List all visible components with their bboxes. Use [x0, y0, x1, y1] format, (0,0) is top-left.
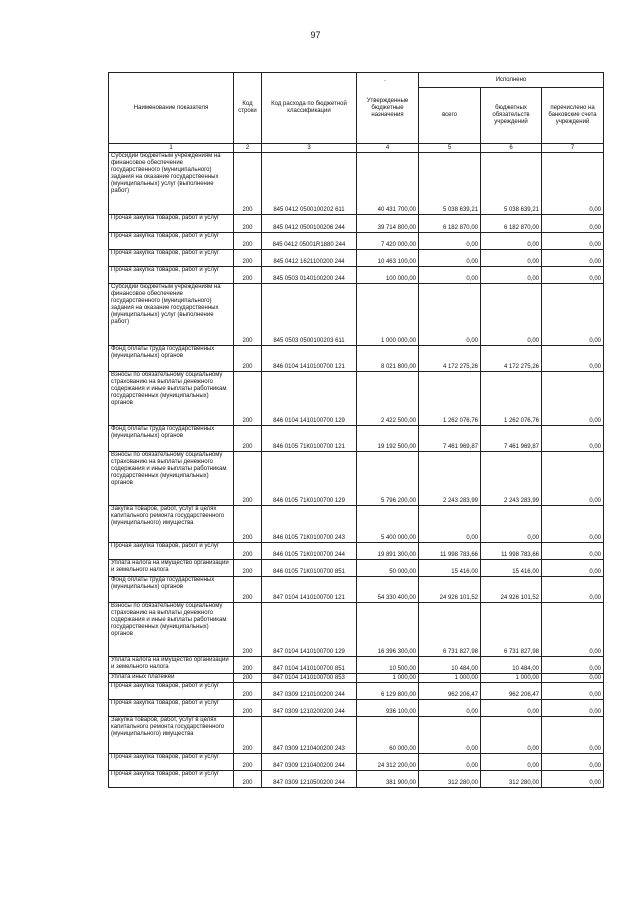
row-total: 0,00 [419, 233, 481, 250]
row-name: Субсидии бюджетным учреждениям на финансовое обеспечение государственного (муниципального) задания на оказание государственных (муниципальных) услуг (выполнение работ) [109, 284, 234, 346]
row-total: 0,00 [419, 284, 481, 346]
row-name: Прочая закупка товаров, работ и услуг [109, 771, 234, 788]
header-budget-code: Код расхода по бюджетной классификации [262, 73, 357, 144]
table-row [109, 215, 604, 233]
row-name: Взносы по обязательному социальному страхованию на выплаты денежного содержания и иные выплаты работникам государственных (муниципальных) органов [109, 372, 234, 426]
row-approved: 1 000,00 [357, 674, 419, 683]
row-transferred: 0,00 [542, 506, 604, 543]
table-row [109, 754, 604, 771]
row-total: 0,00 [419, 717, 481, 754]
row-transferred: 0,00 [542, 250, 604, 267]
table-row [109, 717, 604, 754]
row-budget-institutions: 4 172 275,26 [481, 346, 542, 372]
row-budget-code: 847 0309 1210400200 243 [262, 717, 357, 754]
column-number: 7 [542, 144, 604, 153]
row-line-code: 200 [234, 771, 262, 788]
row-total: 0,00 [419, 700, 481, 717]
row-total: 962 206,47 [419, 683, 481, 700]
row-approved: 100 000,00 [357, 267, 419, 284]
row-budget-institutions: 0,00 [481, 267, 542, 284]
row-transferred: 0,00 [542, 560, 604, 577]
row-name: Прочая закупка товаров, работ и услуг [109, 267, 234, 284]
row-name: Прочая закупка товаров, работ и услуг [109, 250, 234, 267]
table-row [109, 577, 604, 603]
row-name: Прочая закупка товаров, работ и услуг [109, 700, 234, 717]
row-budget-code: 847 0309 1210500200 244 [262, 771, 357, 788]
row-line-code: 200 [234, 452, 262, 506]
row-name: Фонд оплаты труда государственных (муниципальных) органов [109, 426, 234, 452]
row-budget-code: 847 0104 1410100700 129 [262, 603, 357, 657]
row-total: 5 038 639,21 [419, 153, 481, 215]
row-budget-code: 847 0104 1410100700 853 [262, 674, 357, 683]
table-row [109, 506, 604, 543]
header-budget-institutions: бюджетных обязательств учреждений [481, 88, 542, 144]
row-transferred: 0,00 [542, 543, 604, 560]
row-budget-institutions: 0,00 [481, 717, 542, 754]
row-approved: 7 420 000,00 [357, 233, 419, 250]
row-approved: 19 891 300,00 [357, 543, 419, 560]
header-total: всего [419, 88, 481, 144]
row-budget-institutions: 24 926 101,52 [481, 577, 542, 603]
row-total: 0,00 [419, 267, 481, 284]
row-line-code: 200 [234, 215, 262, 233]
row-line-code: 200 [234, 754, 262, 771]
row-approved: 60 000,00 [357, 717, 419, 754]
row-budget-institutions: 0,00 [481, 700, 542, 717]
row-budget-institutions: 0,00 [481, 754, 542, 771]
row-budget-institutions: 11 998 783,66 [481, 543, 542, 560]
row-budget-code: 845 0412 05001R1880 244 [262, 233, 357, 250]
table-row [109, 771, 604, 788]
row-budget-code: 846 0105 71К0100700 851 [262, 560, 357, 577]
row-budget-institutions: 1 000,00 [481, 674, 542, 683]
row-total: 0,00 [419, 250, 481, 267]
header-line-code: Код строки [234, 73, 262, 144]
row-line-code: 200 [234, 560, 262, 577]
row-name: Фонд оплаты труда государственных (муниципальных) органов [109, 346, 234, 372]
row-budget-institutions: 6 731 827,98 [481, 603, 542, 657]
row-line-code: 200 [234, 153, 262, 215]
row-transferred: 0,00 [542, 215, 604, 233]
row-total: 312 280,00 [419, 771, 481, 788]
row-budget-code: 846 0104 1410100700 129 [262, 372, 357, 426]
stray-mark: . [384, 76, 386, 83]
table-row [109, 543, 604, 560]
row-transferred: 0,00 [542, 284, 604, 346]
row-total: 0,00 [419, 506, 481, 543]
row-budget-code: 846 0105 71К0100700 129 [262, 452, 357, 506]
row-approved: 19 192 500,00 [357, 426, 419, 452]
table-row [109, 683, 604, 700]
row-approved: 8 021 800,00 [357, 346, 419, 372]
row-budget-code: 846 0105 71К0100700 243 [262, 506, 357, 543]
row-transferred: 0,00 [542, 700, 604, 717]
table-body [109, 153, 604, 788]
row-budget-institutions: 7 461 969,87 [481, 426, 542, 452]
row-line-code: 200 [234, 372, 262, 426]
row-total: 2 243 283,99 [419, 452, 481, 506]
row-total: 0,00 [419, 754, 481, 771]
row-line-code: 200 [234, 674, 262, 683]
row-budget-institutions: 5 038 639,21 [481, 153, 542, 215]
row-name: Закупка товаров, работ, услуг в целях капитального ремонта государственного (муниципального) имущества [109, 506, 234, 543]
row-total: 11 998 783,66 [419, 543, 481, 560]
row-line-code: 200 [234, 426, 262, 452]
row-transferred: 0,00 [542, 657, 604, 674]
row-transferred: 0,00 [542, 153, 604, 215]
row-name: Уплата налога на имущество организаций и земельного налога [109, 560, 234, 577]
column-number: 6 [481, 144, 542, 153]
row-approved: 1 000 000,00 [357, 284, 419, 346]
row-line-code: 200 [234, 603, 262, 657]
table-row [109, 452, 604, 506]
column-number: 3 [262, 144, 357, 153]
row-total: 4 172 275,26 [419, 346, 481, 372]
row-budget-code: 846 0105 71К0100700 121 [262, 426, 357, 452]
table-row [109, 153, 604, 215]
row-budget-institutions: 1 262 076,76 [481, 372, 542, 426]
row-approved: 6 129 800,00 [357, 683, 419, 700]
row-approved: 54 330 400,00 [357, 577, 419, 603]
row-line-code: 200 [234, 250, 262, 267]
row-approved: 10 463 100,00 [357, 250, 419, 267]
row-total: 1 262 076,76 [419, 372, 481, 426]
row-transferred: 0,00 [542, 771, 604, 788]
row-approved: 5 796 200,00 [357, 452, 419, 506]
row-transferred: 0,00 [542, 267, 604, 284]
row-line-code: 200 [234, 700, 262, 717]
table-row [109, 284, 604, 346]
row-approved: 10 500,00 [357, 657, 419, 674]
row-budget-code: 847 0104 1410100700 121 [262, 577, 357, 603]
row-line-code: 200 [234, 346, 262, 372]
row-line-code: 200 [234, 577, 262, 603]
row-line-code: 200 [234, 267, 262, 284]
row-transferred: 0,00 [542, 683, 604, 700]
row-budget-code: 847 0309 1210100200 244 [262, 683, 357, 700]
row-name: Прочая закупка товаров, работ и услуг [109, 683, 234, 700]
column-number: 1 [109, 144, 234, 153]
row-transferred: 0,00 [542, 372, 604, 426]
row-total: 1 000,00 [419, 674, 481, 683]
row-budget-code: 847 0309 1210400200 244 [262, 754, 357, 771]
row-approved: 381 900,00 [357, 771, 419, 788]
row-approved: 39 714 800,00 [357, 215, 419, 233]
row-line-code: 200 [234, 284, 262, 346]
row-name: Уплата налога на имущество организаций и земельного налога [109, 657, 234, 674]
row-budget-institutions: 962 206,47 [481, 683, 542, 700]
row-approved: 16 396 300,00 [357, 603, 419, 657]
row-approved: 50 000,00 [357, 560, 419, 577]
column-number: 2 [234, 144, 262, 153]
row-transferred: 0,00 [542, 346, 604, 372]
table-row [109, 674, 604, 683]
row-transferred: 0,00 [542, 717, 604, 754]
row-transferred: 0,00 [542, 603, 604, 657]
budget-execution-table [108, 72, 604, 788]
row-budget-code: 846 0105 71К0100700 244 [262, 543, 357, 560]
row-name: Прочая закупка товаров, работ и услуг [109, 543, 234, 560]
table-row [109, 603, 604, 657]
row-total: 7 461 969,87 [419, 426, 481, 452]
column-number: 4 [357, 144, 419, 153]
row-transferred: 0,00 [542, 754, 604, 771]
row-name: Прочая закупка товаров, работ и услуг [109, 215, 234, 233]
table-row [109, 346, 604, 372]
page-number: 97 [310, 30, 321, 40]
row-name: Закупка товаров, работ, услуг в целях капитального ремонта государственного (муниципального) имущества [109, 717, 234, 754]
column-number: 5 [419, 144, 481, 153]
row-budget-code: 846 0104 1410100700 121 [262, 346, 357, 372]
row-line-code: 200 [234, 683, 262, 700]
row-budget-code: 845 0412 0500100202 611 [262, 153, 357, 215]
row-budget-institutions: 15 416,00 [481, 560, 542, 577]
row-name: Фонд оплаты труда государственных (муниципальных) органов [109, 577, 234, 603]
header-executed: Исполнено [419, 73, 604, 88]
row-budget-code: 845 0412 0500100206 244 [262, 215, 357, 233]
table-row [109, 233, 604, 250]
row-transferred: 0,00 [542, 452, 604, 506]
row-budget-institutions: 0,00 [481, 284, 542, 346]
row-line-code: 200 [234, 657, 262, 674]
row-budget-code: 847 0309 1210200200 244 [262, 700, 357, 717]
row-approved: 5 400 000,00 [357, 506, 419, 543]
row-name: Субсидии бюджетным учреждениям на финансовое обеспечение государственного (муниципального) задания на оказание государственных (муниципальных) услуг (выполнение работ) [109, 153, 234, 215]
row-line-code: 200 [234, 506, 262, 543]
row-transferred: 0,00 [542, 577, 604, 603]
row-name: Прочая закупка товаров, работ и услуг [109, 233, 234, 250]
row-line-code: 200 [234, 543, 262, 560]
row-total: 24 926 101,52 [419, 577, 481, 603]
row-budget-institutions: 0,00 [481, 233, 542, 250]
row-budget-code: 847 0104 1410100700 851 [262, 657, 357, 674]
row-approved: 2 422 500,00 [357, 372, 419, 426]
row-line-code: 200 [234, 717, 262, 754]
table-row [109, 426, 604, 452]
row-budget-code: 845 0503 0140100200 244 [262, 267, 357, 284]
row-transferred: 0,00 [542, 426, 604, 452]
header-name: Наименование показателя [109, 73, 234, 144]
row-name: Прочая закупка товаров, работ и услуг [109, 754, 234, 771]
header-approved: Утвержденные бюджетные назначения [357, 73, 419, 144]
row-budget-institutions: 0,00 [481, 250, 542, 267]
row-budget-code: 845 0412 1621100200 244 [262, 250, 357, 267]
row-name: Взносы по обязательному социальному страхованию на выплаты денежного содержания и иные выплаты работникам государственных (муниципальных) органов [109, 603, 234, 657]
row-budget-institutions: 6 182 870,00 [481, 215, 542, 233]
row-total: 6 731 827,98 [419, 603, 481, 657]
table-row [109, 657, 604, 674]
table-row [109, 700, 604, 717]
header-transferred: перечислено на банковские счета учреждений [542, 88, 604, 144]
table-row [109, 250, 604, 267]
row-name: Уплата иных платежей [109, 674, 234, 683]
row-budget-institutions: 312 280,00 [481, 771, 542, 788]
row-transferred: 0,00 [542, 674, 604, 683]
row-line-code: 200 [234, 233, 262, 250]
row-budget-code: 845 0503 0500100203 611 [262, 284, 357, 346]
row-transferred: 0,00 [542, 233, 604, 250]
row-approved: 936 100,00 [357, 700, 419, 717]
row-total: 15 416,00 [419, 560, 481, 577]
row-name: Взносы по обязательному социальному страхованию на выплаты денежного содержания и иные выплаты работникам государственных (муниципальных) органов [109, 452, 234, 506]
table-row [109, 372, 604, 426]
table-row [109, 560, 604, 577]
table-row [109, 267, 604, 284]
row-budget-institutions: 2 243 283,99 [481, 452, 542, 506]
row-approved: 24 312 200,00 [357, 754, 419, 771]
row-total: 10 484,00 [419, 657, 481, 674]
row-total: 6 182 870,00 [419, 215, 481, 233]
row-approved: 40 431 700,00 [357, 153, 419, 215]
row-budget-institutions: 0,00 [481, 506, 542, 543]
row-budget-institutions: 10 484,00 [481, 657, 542, 674]
